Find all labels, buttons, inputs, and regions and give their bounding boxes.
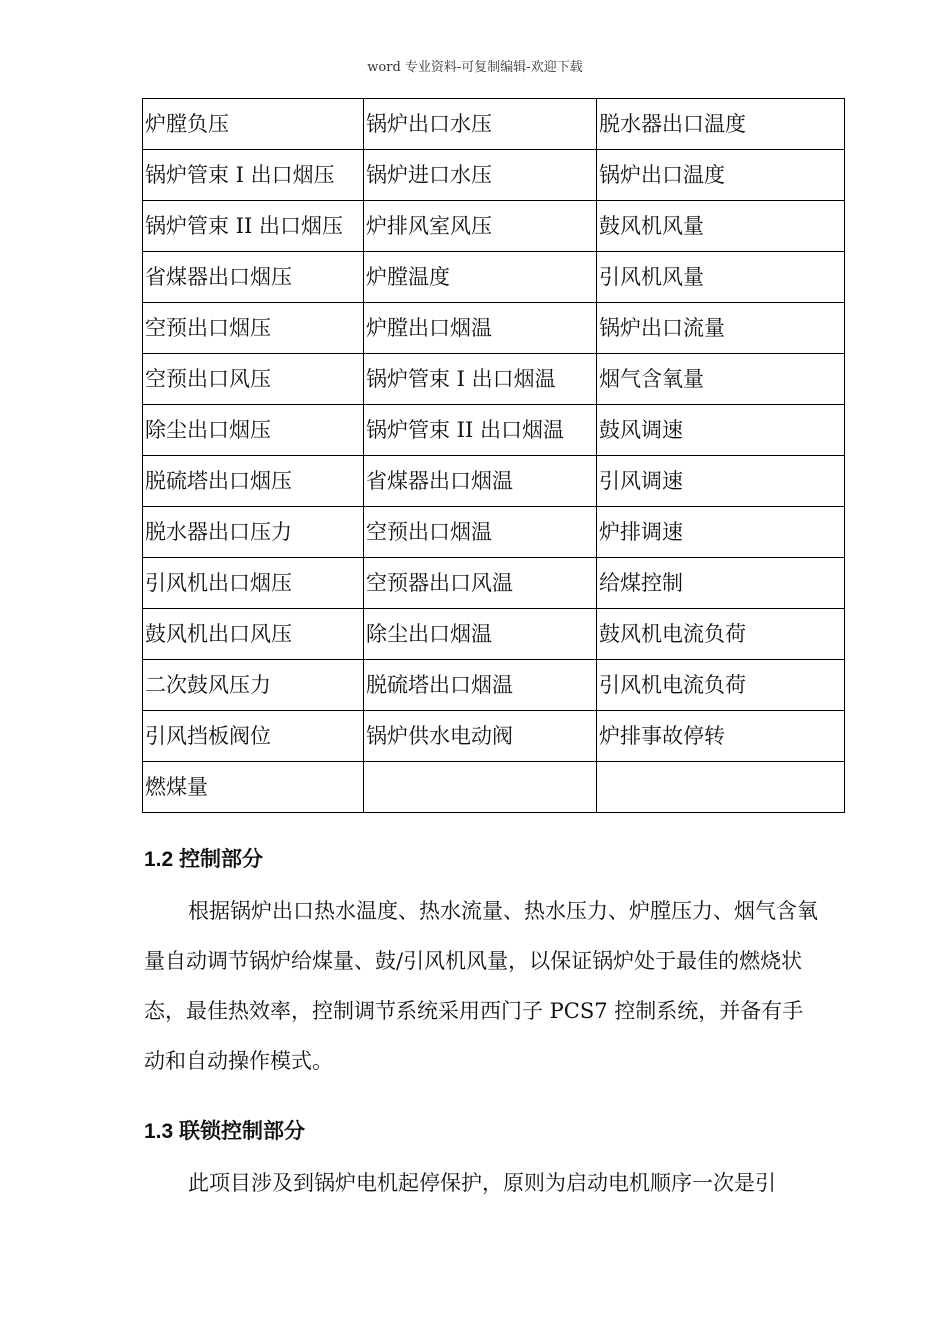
section-paragraph-1-3: 此项目涉及到锅炉电机起停保护，原则为启动电机顺序一次是引 — [188, 1171, 776, 1195]
table-cell — [364, 762, 597, 813]
table-cell: 炉膛温度 — [364, 252, 597, 303]
table-cell: 除尘出口烟温 — [364, 609, 597, 660]
table-row — [143, 609, 845, 660]
table-cell: 二次鼓风压力 — [143, 660, 364, 711]
table-cell: 锅炉出口流量 — [597, 303, 845, 354]
table-cell: 空预器出口风温 — [364, 558, 597, 609]
table-cell: 引风机风量 — [597, 252, 845, 303]
table-cell: 锅炉进口水压 — [364, 150, 597, 201]
table-cell: 除尘出口烟压 — [143, 405, 364, 456]
table-cell — [597, 762, 845, 813]
table-row — [143, 201, 845, 252]
table-cell: 锅炉供水电动阀 — [364, 711, 597, 762]
table-cell: 锅炉管束 II 出口烟温 — [364, 405, 597, 456]
table-row — [143, 303, 845, 354]
parameter-table-body — [143, 99, 845, 813]
parameter-table — [142, 98, 845, 813]
table-row — [143, 507, 845, 558]
section-heading-1-3: 1.3 联锁控制部分 — [144, 1120, 306, 1143]
table-cell: 锅炉出口温度 — [597, 150, 845, 201]
table-cell: 脱硫塔出口烟压 — [143, 456, 364, 507]
section-heading-1-2: 1.2 控制部分 — [144, 848, 264, 871]
table-cell: 鼓风调速 — [597, 405, 845, 456]
table-cell: 引风机出口烟压 — [143, 558, 364, 609]
table-row — [143, 456, 845, 507]
table-cell: 省煤器出口烟压 — [143, 252, 364, 303]
table-row — [143, 762, 845, 813]
table-row — [143, 660, 845, 711]
table-cell: 燃煤量 — [143, 762, 364, 813]
table-cell: 烟气含氧量 — [597, 354, 845, 405]
table-row — [143, 99, 845, 150]
table-row — [143, 711, 845, 762]
table-cell: 炉排风室风压 — [364, 201, 597, 252]
table-cell: 给煤控制 — [597, 558, 845, 609]
table-cell: 鼓风机电流负荷 — [597, 609, 845, 660]
table-cell: 省煤器出口烟温 — [364, 456, 597, 507]
table-cell: 锅炉出口水压 — [364, 99, 597, 150]
table-cell: 脱水器出口温度 — [597, 99, 845, 150]
table-cell: 鼓风机出口风压 — [143, 609, 364, 660]
table-cell: 炉排事故停转 — [597, 711, 845, 762]
table-cell: 空预出口烟压 — [143, 303, 364, 354]
section-paragraph-1-2: 根据锅炉出口热水温度、热水流量、热水压力、炉膛压力、烟气含氧量自动调节锅炉给煤量、鼓/引风机风量，以保证锅炉处于最佳的燃烧状态，最佳热效率，控制调节系统采用西门子 PCS7 控制系统，并备有手动和自动操作模式。 — [144, 899, 818, 1073]
table-cell: 炉膛出口烟温 — [364, 303, 597, 354]
table-cell: 引风挡板阀位 — [143, 711, 364, 762]
table-cell: 脱水器出口压力 — [143, 507, 364, 558]
table-row — [143, 558, 845, 609]
table-row — [143, 354, 845, 405]
table-row — [143, 150, 845, 201]
table-cell: 锅炉管束 I 出口烟温 — [364, 354, 597, 405]
page-header: word 专业资料-可复制编辑-欢迎下载 — [367, 60, 583, 75]
table-cell: 锅炉管束 I 出口烟压 — [143, 150, 364, 201]
table-cell: 炉排调速 — [597, 507, 845, 558]
table-row — [143, 405, 845, 456]
table-cell: 空预出口烟温 — [364, 507, 597, 558]
table-cell: 脱硫塔出口烟温 — [364, 660, 597, 711]
table-row — [143, 252, 845, 303]
table-cell: 引风调速 — [597, 456, 845, 507]
table-cell: 空预出口风压 — [143, 354, 364, 405]
table-cell: 锅炉管束 II 出口烟压 — [143, 201, 364, 252]
table-cell: 炉膛负压 — [143, 99, 364, 150]
table-cell: 引风机电流负荷 — [597, 660, 845, 711]
table-cell: 鼓风机风量 — [597, 201, 845, 252]
